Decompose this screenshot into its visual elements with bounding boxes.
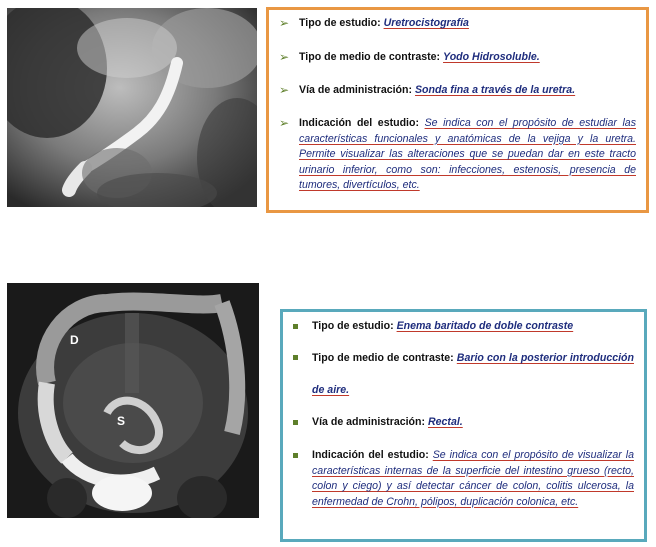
square-bullet-icon xyxy=(293,355,298,360)
administration-route-label: Vía de administración: xyxy=(312,416,426,428)
study-type-value: Enema baritado de doble contraste xyxy=(396,320,574,332)
study-type-value: Uretrocistografía xyxy=(383,17,469,29)
contrast-medium-label: Tipo de medio de contraste: xyxy=(299,51,441,63)
square-bullet-icon xyxy=(293,324,298,329)
indication-label: Indicación del estudio: xyxy=(312,449,429,461)
urethrocystography-xray-image xyxy=(7,8,257,207)
indication-label: Indicación del estudio: xyxy=(299,117,419,129)
study-type-label: Tipo de estudio: xyxy=(312,320,394,332)
administration-route-value: Sonda fina a través de la uretra. xyxy=(414,84,576,96)
square-bullet-icon xyxy=(293,420,298,425)
arrow-bullet-icon: ➢ xyxy=(279,16,290,30)
square-bullet-icon xyxy=(293,453,298,458)
descending-colon-label: D xyxy=(70,333,79,347)
administration-route-label: Vía de administración: xyxy=(299,84,413,96)
arrow-bullet-icon: ➢ xyxy=(279,116,290,130)
administration-route-value: Rectal. xyxy=(427,416,463,428)
indication-value: Se indica con el propósito de visualizar la características internas de la superficie del intestino grueso (recto, colon y ciego) y así detectar cáncer de colon, colitis ulcerosa, la enfermedad de Crohn, pólipos, duplicación colonica, etc. xyxy=(312,449,634,508)
arrow-bullet-icon: ➢ xyxy=(279,50,290,64)
urethrocystography-info-card xyxy=(266,7,649,213)
contrast-medium-label: Tipo de medio de contraste: xyxy=(312,352,454,364)
barium-enema-info-card xyxy=(280,309,647,542)
indication-value: Se indica con el propósito de estudiar las características funcionales y anatómicas de la vejiga y la uretra. Permite visualizar las alteraciones que se puedan dar en este tracto urinario inferior, como son: infecciones, estenosis, presencia de tumores, divertículos, etc. xyxy=(299,117,636,191)
barium-enema-xray-image xyxy=(7,283,259,518)
contrast-medium-value: Bario con la posterior introducción de aire. xyxy=(312,352,634,396)
study-type-label: Tipo de estudio: xyxy=(299,17,381,29)
arrow-bullet-icon: ➢ xyxy=(279,83,290,97)
contrast-medium-value: Yodo Hidrosoluble. xyxy=(443,51,540,63)
sigmoid-colon-label: S xyxy=(117,414,126,428)
